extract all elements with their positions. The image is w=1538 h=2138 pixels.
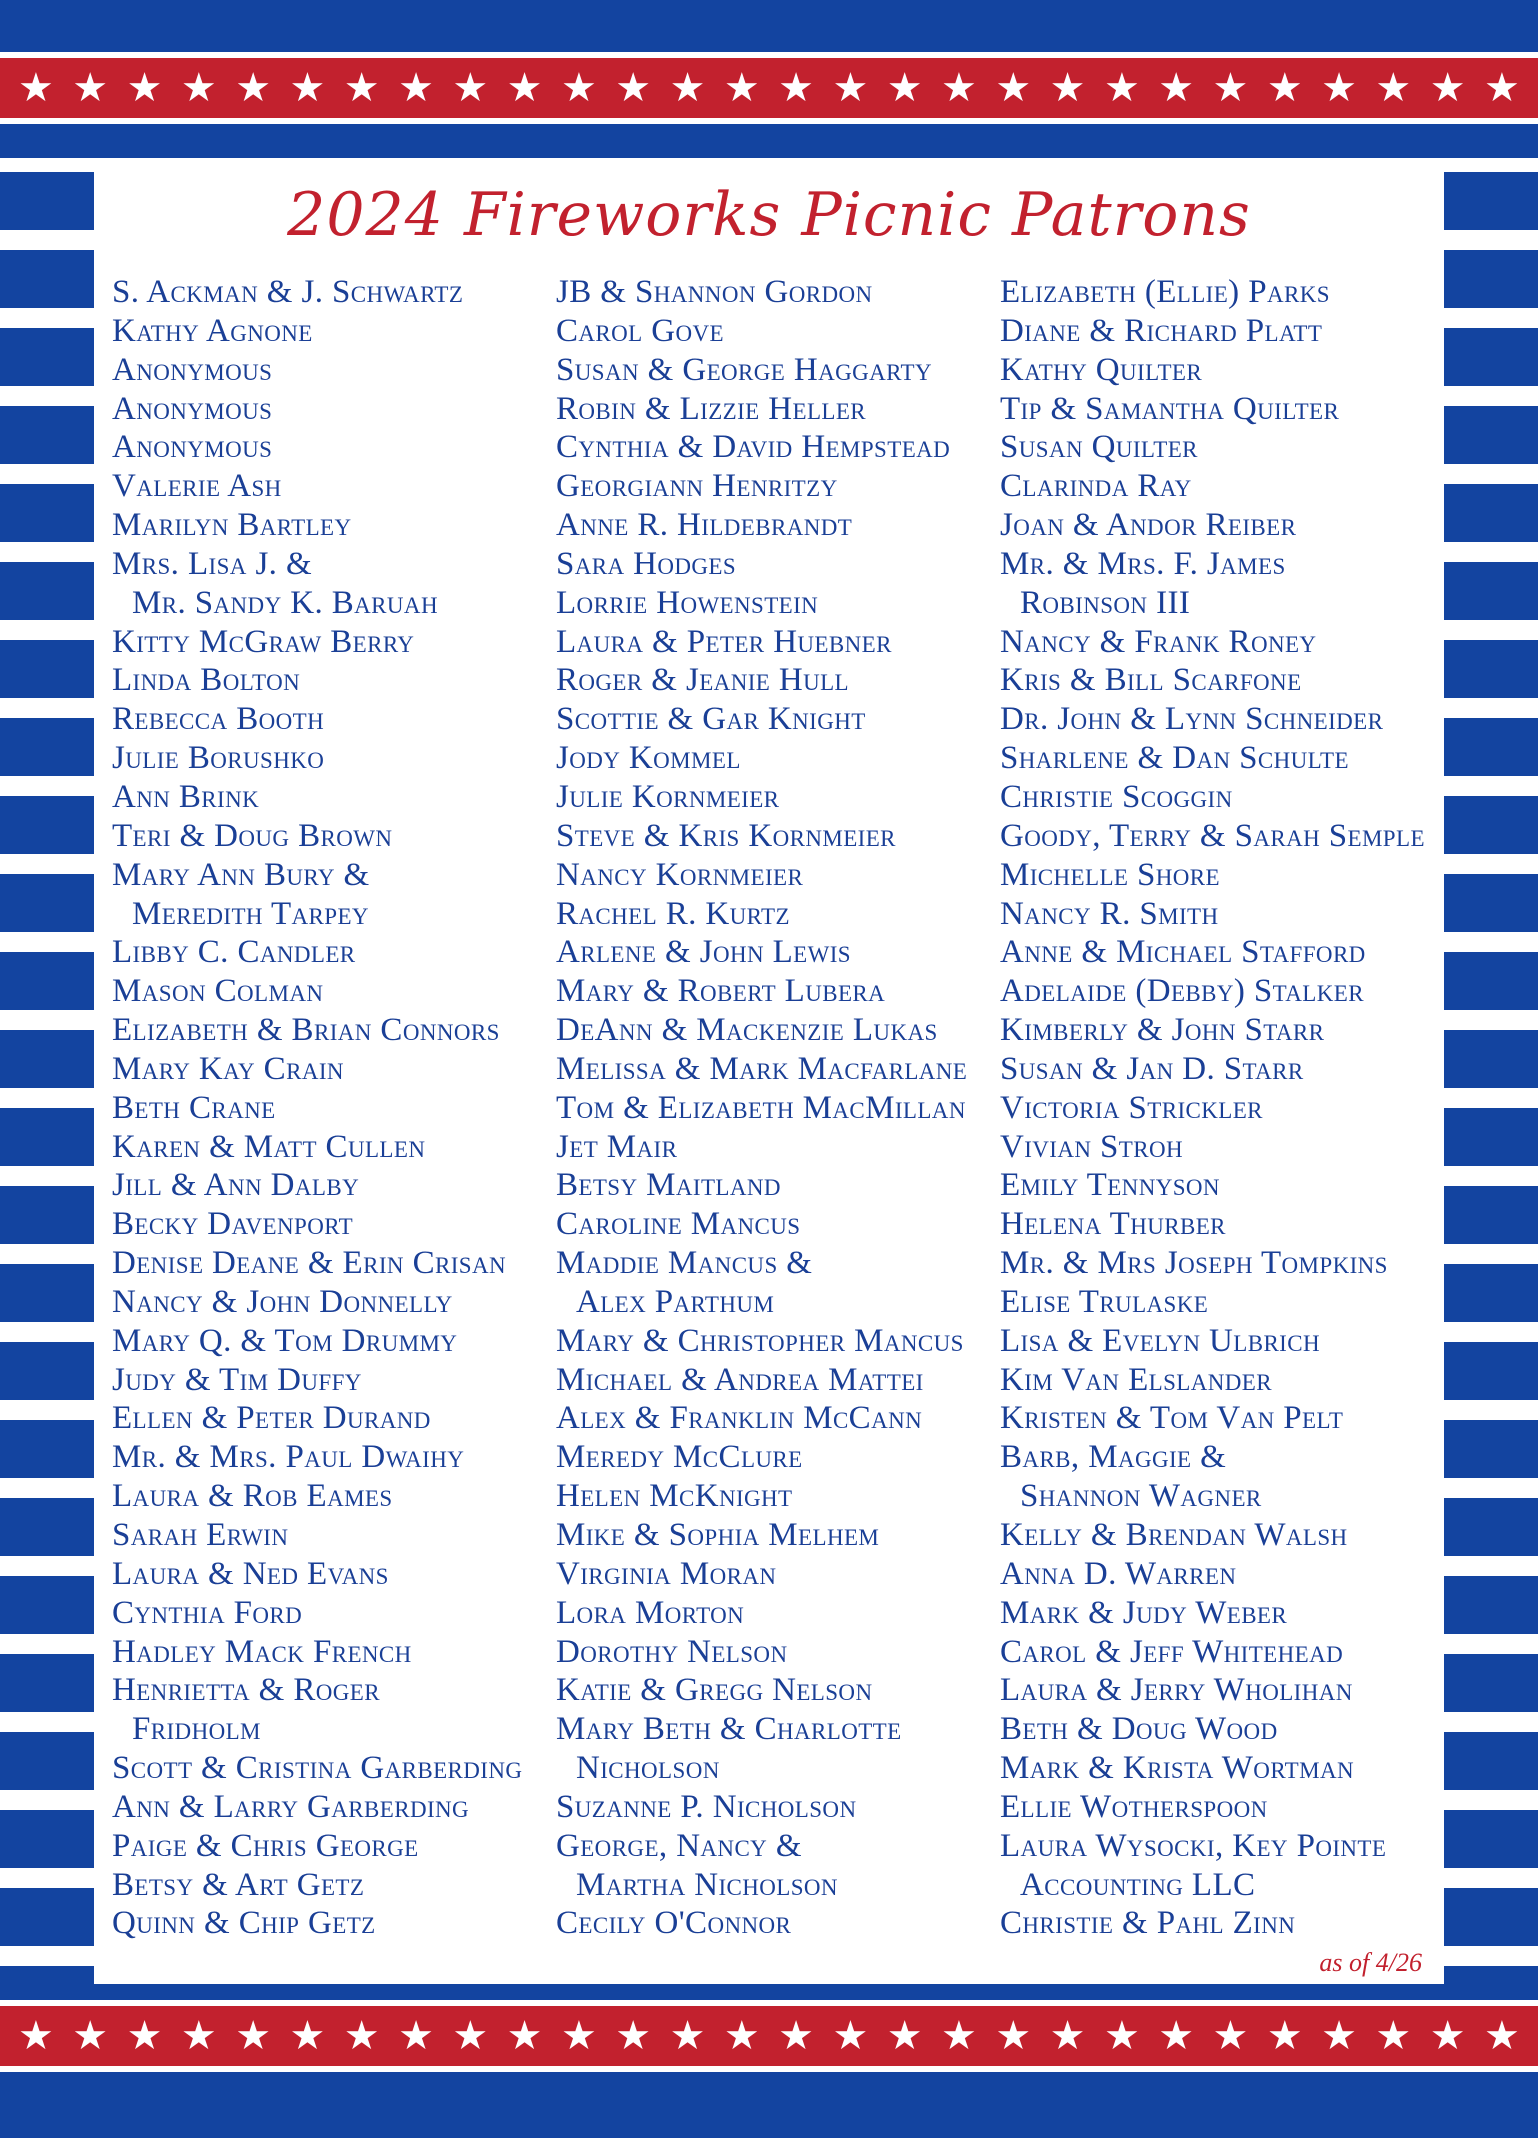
star-icon: ★ xyxy=(1049,65,1086,111)
side-stripe xyxy=(0,172,94,230)
side-stripe xyxy=(1444,1498,1538,1556)
side-stripe xyxy=(0,250,94,308)
side-stripe xyxy=(1444,1654,1538,1712)
patron-column-3 xyxy=(1000,273,1425,1943)
patron-name: JB & Shannon Gordon xyxy=(556,274,873,310)
patron-name: Lisa & Evelyn Ulbrich xyxy=(1000,1322,1320,1359)
patron-name: Elizabeth (Ellie) Parks xyxy=(1000,274,1330,310)
patron-name: Mr. & Mrs. F. James xyxy=(1000,545,1286,582)
patron-name: Mary Q. & Tom Drummy xyxy=(112,1322,458,1359)
star-icon: ★ xyxy=(995,65,1032,111)
patron-name: Sharlene & Dan Schulte xyxy=(1000,740,1349,777)
star-icon: ★ xyxy=(615,2013,652,2059)
star-icon: ★ xyxy=(886,65,923,111)
patron-name: Anne & Michael Stafford xyxy=(1000,934,1366,971)
star-icon: ★ xyxy=(289,65,326,111)
left-stripes xyxy=(0,158,94,1984)
side-stripe xyxy=(1444,1420,1538,1478)
star-icon: ★ xyxy=(723,65,760,111)
star-icon: ★ xyxy=(398,65,434,111)
side-stripe xyxy=(0,1576,94,1634)
patron-name: Martha Nicholson xyxy=(576,1866,838,1903)
side-stripe xyxy=(1444,172,1538,230)
patron-name: Barb, Maggie & xyxy=(1000,1439,1227,1476)
star-icon: ★ xyxy=(72,2013,109,2059)
patron-name: Susan & George Haggarty xyxy=(556,351,932,388)
patron-name: Meredith Tarpey xyxy=(132,895,369,932)
side-stripe xyxy=(1444,1264,1538,1322)
patron-name: Mary & Robert Lubera xyxy=(556,973,886,1010)
patron-name: Mary & Christopher Mancus xyxy=(556,1322,964,1359)
patron-name: Kristen & Tom Van Pelt xyxy=(1000,1400,1344,1437)
patron-name: Kris & Bill Scarfone xyxy=(1000,662,1302,699)
side-stripe xyxy=(0,718,94,776)
side-stripe xyxy=(1444,640,1538,698)
patron-name: Kathy Quilter xyxy=(1000,351,1203,388)
patron-name: Mrs. Lisa J. & xyxy=(112,545,313,582)
star-icon: ★ xyxy=(506,65,543,111)
star-icon: ★ xyxy=(669,2013,706,2059)
star-icon: ★ xyxy=(778,2013,815,2059)
side-stripe xyxy=(1444,718,1538,776)
patron-name: Ann & Larry Garberding xyxy=(112,1788,470,1825)
star-icon: ★ xyxy=(1103,65,1140,111)
patron-name: Nancy Kornmeier xyxy=(556,856,804,893)
patron-name: Anonymous xyxy=(112,429,273,466)
patron-name: Rachel R. Kurtz xyxy=(556,895,790,932)
patron-name: Ellen & Peter Durand xyxy=(112,1400,431,1437)
patron-name: Cynthia & David Hempstead xyxy=(556,429,951,466)
patron-name: Betsy Maitland xyxy=(556,1167,781,1204)
side-stripe xyxy=(1444,484,1538,542)
patron-name: DeAnn & Mackenzie Lukas xyxy=(556,1012,938,1049)
patron-name: Katie & Gregg Nelson xyxy=(556,1672,873,1709)
patron-name: Clarinda Ray xyxy=(1000,468,1192,505)
patron-name: Judy & Tim Duffy xyxy=(112,1361,362,1398)
patron-name: George, Nancy & xyxy=(556,1827,802,1864)
star-icon: ★ xyxy=(452,65,489,111)
star-icon: ★ xyxy=(1321,65,1357,111)
star-icon: ★ xyxy=(1212,65,1249,111)
patron-name: Denise Deane & Erin Crisan xyxy=(112,1245,506,1282)
patron-name: Laura & Rob Eames xyxy=(112,1478,393,1515)
star-icon: ★ xyxy=(126,65,163,111)
star-icon: ★ xyxy=(72,65,109,111)
patron-name: Susan Quilter xyxy=(1000,429,1198,466)
side-stripe xyxy=(1444,796,1538,854)
side-stripe xyxy=(0,484,94,542)
star-icon: ★ xyxy=(995,2013,1032,2059)
patron-name: Lorrie Howenstein xyxy=(556,584,819,621)
patron-name: Caroline Mancus xyxy=(556,1206,801,1243)
patron-name: Mary Beth & Charlotte xyxy=(556,1711,902,1748)
side-stripe xyxy=(1444,874,1538,932)
patron-name: Victoria Strickler xyxy=(1000,1089,1263,1126)
star-icon: ★ xyxy=(1375,65,1412,111)
star-icon: ★ xyxy=(560,65,597,111)
star-icon: ★ xyxy=(1375,2013,1412,2059)
side-stripe xyxy=(0,640,94,698)
patron-name: Melissa & Mark Macfarlane xyxy=(556,1050,968,1087)
patron-name: Marilyn Bartley xyxy=(112,507,352,544)
patron-name: Becky Davenport xyxy=(112,1206,354,1243)
patron-name: Nancy & John Donnelly xyxy=(112,1283,453,1320)
patron-name: Georgiann Henritzy xyxy=(556,468,838,505)
patron-name: Linda Bolton xyxy=(112,662,301,699)
side-stripe xyxy=(1444,1030,1538,1088)
patron-name: Elise Trulaske xyxy=(1000,1283,1209,1320)
right-stripes xyxy=(1444,158,1538,1984)
side-stripe xyxy=(1444,1186,1538,1244)
star-icon: ★ xyxy=(886,2013,923,2059)
patron-name: Scottie & Gar Knight xyxy=(556,701,866,738)
top-star-stripe xyxy=(0,58,1538,118)
top-banner xyxy=(0,0,1538,158)
patron-name: Jill & Ann Dalby xyxy=(112,1167,360,1204)
bottom-banner-lower-line xyxy=(0,2066,1538,2072)
side-stripe xyxy=(0,1966,94,1984)
patron-name: Mark & Judy Weber xyxy=(1000,1594,1288,1631)
patron-name: Kathy Agnone xyxy=(112,312,313,349)
patron-name: Ellie Wotherspoon xyxy=(1000,1788,1268,1825)
patron-name: Beth Crane xyxy=(112,1089,276,1126)
as-of-note: as of 4/26 xyxy=(1319,1948,1422,1977)
star-icon: ★ xyxy=(1429,2013,1466,2059)
patron-name: Suzanne P. Nicholson xyxy=(556,1788,857,1825)
star-icon: ★ xyxy=(1429,65,1466,111)
star-icon: ★ xyxy=(1266,65,1303,111)
patron-name: Goody, Terry & Sarah Semple xyxy=(1000,817,1425,854)
star-icon: ★ xyxy=(1321,2013,1357,2059)
star-icon: ★ xyxy=(180,65,217,111)
patron-name: Mason Colman xyxy=(112,973,324,1010)
patron-name: Jody Kommel xyxy=(556,740,741,777)
star-icon: ★ xyxy=(452,2013,489,2059)
patron-name: Michelle Shore xyxy=(1000,856,1220,893)
star-icon: ★ xyxy=(615,65,652,111)
patron-name: Valerie Ash xyxy=(112,468,282,505)
patron-name: Christie & Pahl Zinn xyxy=(1000,1905,1296,1942)
patron-name: Maddie Mancus & xyxy=(556,1245,813,1282)
star-icon: ★ xyxy=(778,65,815,111)
patron-name: Arlene & John Lewis xyxy=(556,934,851,971)
star-icon: ★ xyxy=(235,2013,272,2059)
patron-name: Nicholson xyxy=(576,1750,720,1787)
patron-name: Mary Ann Bury & xyxy=(112,856,370,893)
star-icon: ★ xyxy=(1103,2013,1140,2059)
side-stripe xyxy=(0,1732,94,1790)
star-icon: ★ xyxy=(289,2013,326,2059)
star-icon: ★ xyxy=(1484,2013,1520,2059)
patron-name: Dorothy Nelson xyxy=(556,1633,788,1670)
side-stripe xyxy=(0,406,94,464)
side-stripe xyxy=(0,1186,94,1244)
star-icon: ★ xyxy=(941,65,977,111)
patron-name: Robinson III xyxy=(1020,584,1191,621)
patron-name: Julie Kornmeier xyxy=(556,778,780,815)
side-stripe xyxy=(1444,328,1538,386)
bottom-star-stripe xyxy=(0,2006,1538,2066)
patron-name: Tip & Samantha Quilter xyxy=(1000,390,1340,427)
side-stripe xyxy=(0,1108,94,1166)
star-icon: ★ xyxy=(343,65,380,111)
patron-name: Robin & Lizzie Heller xyxy=(556,390,867,427)
patron-name: Carol Gove xyxy=(556,312,724,349)
patron-name: Anne R. Hildebrandt xyxy=(556,507,853,544)
side-stripe xyxy=(0,1654,94,1712)
patron-name: Anonymous xyxy=(112,351,273,388)
side-stripe xyxy=(0,1810,94,1868)
patron-name: Sara Hodges xyxy=(556,545,737,582)
patron-panel xyxy=(94,158,1444,1984)
side-stripe xyxy=(1444,952,1538,1010)
patron-name: Virginia Moran xyxy=(556,1555,777,1592)
side-stripe xyxy=(1444,1576,1538,1634)
patron-name: Meredy McClure xyxy=(556,1439,803,1476)
patron-name: Alex Parthum xyxy=(576,1283,775,1320)
patron-name: S. Ackman & J. Schwartz xyxy=(112,274,464,310)
star-icon: ★ xyxy=(1484,65,1520,111)
patron-name: Michael & Andrea Mattei xyxy=(556,1361,924,1398)
side-stripe xyxy=(0,952,94,1010)
star-icon: ★ xyxy=(1049,2013,1086,2059)
side-stripe xyxy=(1444,1732,1538,1790)
patron-name: Mr. & Mrs Joseph Tompkins xyxy=(1000,1245,1388,1282)
star-icon: ★ xyxy=(1158,65,1195,111)
patron-name: Henrietta & Roger xyxy=(112,1672,380,1709)
patron-column-2 xyxy=(556,273,967,1943)
page-title: 2024 Fireworks Picnic Patrons xyxy=(287,180,1251,250)
patron-name: Mr. Sandy K. Baruah xyxy=(132,584,438,621)
patron-name: Mary Kay Crain xyxy=(112,1050,344,1087)
side-stripe xyxy=(1444,406,1538,464)
patron-name: Rebecca Booth xyxy=(112,701,325,738)
side-stripe xyxy=(1444,250,1538,308)
patron-name: Adelaide (Debby) Stalker xyxy=(1000,973,1364,1010)
patron-name: Mark & Krista Wortman xyxy=(1000,1750,1355,1787)
star-icon: ★ xyxy=(180,2013,217,2059)
star-icon: ★ xyxy=(1158,2013,1195,2059)
patron-name: Laura Wysocki, Key Pointe xyxy=(1000,1827,1387,1864)
patron-name: Alex & Franklin McCann xyxy=(556,1400,923,1437)
patron-name: Joan & Andor Reiber xyxy=(1000,507,1297,544)
side-stripe xyxy=(0,562,94,620)
star-icon: ★ xyxy=(669,65,706,111)
patron-name: Nancy & Frank Roney xyxy=(1000,623,1317,660)
patron-name: Roger & Jeanie Hull xyxy=(556,662,849,699)
patron-name: Mike & Sophia Melhem xyxy=(556,1517,880,1553)
side-stripe xyxy=(0,1498,94,1556)
star-icon: ★ xyxy=(18,65,54,111)
star-icon: ★ xyxy=(18,2013,54,2059)
bottom-banner xyxy=(0,1984,1538,2138)
side-stripe xyxy=(1444,1966,1538,1984)
patron-name: Shannon Wagner xyxy=(1020,1478,1262,1515)
side-stripe xyxy=(1444,562,1538,620)
patron-name: Cecily O'Connor xyxy=(556,1905,792,1942)
side-stripe xyxy=(0,1420,94,1478)
side-stripe xyxy=(0,1030,94,1088)
patron-name: Mr. & Mrs. Paul Dwaihy xyxy=(112,1439,465,1476)
patron-name: Diane & Richard Platt xyxy=(1000,312,1323,349)
star-icon: ★ xyxy=(560,2013,597,2059)
patron-name: Kitty McGraw Berry xyxy=(112,623,415,660)
patron-name: Laura & Peter Huebner xyxy=(556,623,892,660)
side-stripe xyxy=(0,874,94,932)
patron-name: Ann Brink xyxy=(112,778,260,815)
patron-name: Teri & Doug Brown xyxy=(112,817,393,854)
patron-name: Karen & Matt Cullen xyxy=(112,1128,426,1165)
side-stripe xyxy=(0,328,94,386)
patron-name: Christie Scoggin xyxy=(1000,778,1233,815)
star-icon: ★ xyxy=(832,65,869,111)
star-icon: ★ xyxy=(941,2013,977,2059)
patron-name: Julie Borushko xyxy=(112,740,325,777)
patron-name: Sarah Erwin xyxy=(112,1517,289,1553)
patron-name: Steve & Kris Kornmeier xyxy=(556,817,896,854)
star-icon: ★ xyxy=(398,2013,434,2059)
patron-name: Carol & Jeff Whitehead xyxy=(1000,1633,1344,1670)
star-icon: ★ xyxy=(1266,2013,1303,2059)
patron-name: Helena Thurber xyxy=(1000,1206,1226,1243)
patron-name: Helen McKnight xyxy=(556,1478,793,1515)
star-icon: ★ xyxy=(506,2013,543,2059)
side-stripe xyxy=(0,1888,94,1946)
side-stripe xyxy=(1444,1810,1538,1868)
patron-name: Kelly & Brendan Walsh xyxy=(1000,1517,1348,1553)
patron-name: Accounting LLC xyxy=(1020,1866,1256,1903)
patron-name: Cynthia Ford xyxy=(112,1594,303,1631)
side-stripe xyxy=(0,796,94,854)
patron-name: Tom & Elizabeth MacMillan xyxy=(556,1089,966,1126)
patron-name: Quinn & Chip Getz xyxy=(112,1905,376,1942)
patron-name: Kimberly & John Starr xyxy=(1000,1012,1325,1049)
patron-column-1 xyxy=(112,273,522,1943)
top-banner-lower-line xyxy=(0,118,1538,124)
patron-name: Betsy & Art Getz xyxy=(112,1866,365,1903)
side-stripe xyxy=(0,1264,94,1322)
patron-name: Scott & Cristina Garberding xyxy=(112,1750,523,1787)
side-stripe xyxy=(1444,1108,1538,1166)
patron-name: Libby C. Candler xyxy=(112,934,356,971)
patron-name: Dr. John & Lynn Schneider xyxy=(1000,701,1384,738)
patron-name: Nancy R. Smith xyxy=(1000,895,1219,932)
patron-name: Laura & Jerry Wholihan xyxy=(1000,1672,1353,1709)
patron-name: Kim Van Elslander xyxy=(1000,1361,1272,1398)
patron-name: Elizabeth & Brian Connors xyxy=(112,1012,500,1049)
patron-name: Anna D. Warren xyxy=(1000,1555,1237,1592)
star-icon: ★ xyxy=(343,2013,380,2059)
star-icon: ★ xyxy=(723,2013,760,2059)
star-icon: ★ xyxy=(1212,2013,1249,2059)
side-stripe xyxy=(1444,1342,1538,1400)
patron-name: Laura & Ned Evans xyxy=(112,1555,389,1592)
patron-name: Susan & Jan D. Starr xyxy=(1000,1050,1304,1087)
patron-name: Vivian Stroh xyxy=(1000,1128,1183,1165)
patron-name: Emily Tennyson xyxy=(1000,1167,1220,1204)
patron-name: Jet Mair xyxy=(556,1128,678,1165)
patron-name: Hadley Mack French xyxy=(112,1633,412,1670)
side-stripe xyxy=(0,1342,94,1400)
patron-name: Fridholm xyxy=(132,1711,261,1748)
patron-name: Paige & Chris George xyxy=(112,1827,419,1864)
side-stripe xyxy=(1444,1888,1538,1946)
star-icon: ★ xyxy=(832,2013,869,2059)
star-icon: ★ xyxy=(126,2013,163,2059)
patron-name: Beth & Doug Wood xyxy=(1000,1711,1278,1748)
star-icon: ★ xyxy=(235,65,272,111)
patron-name: Anonymous xyxy=(112,390,273,427)
patron-name: Lora Morton xyxy=(556,1594,745,1631)
